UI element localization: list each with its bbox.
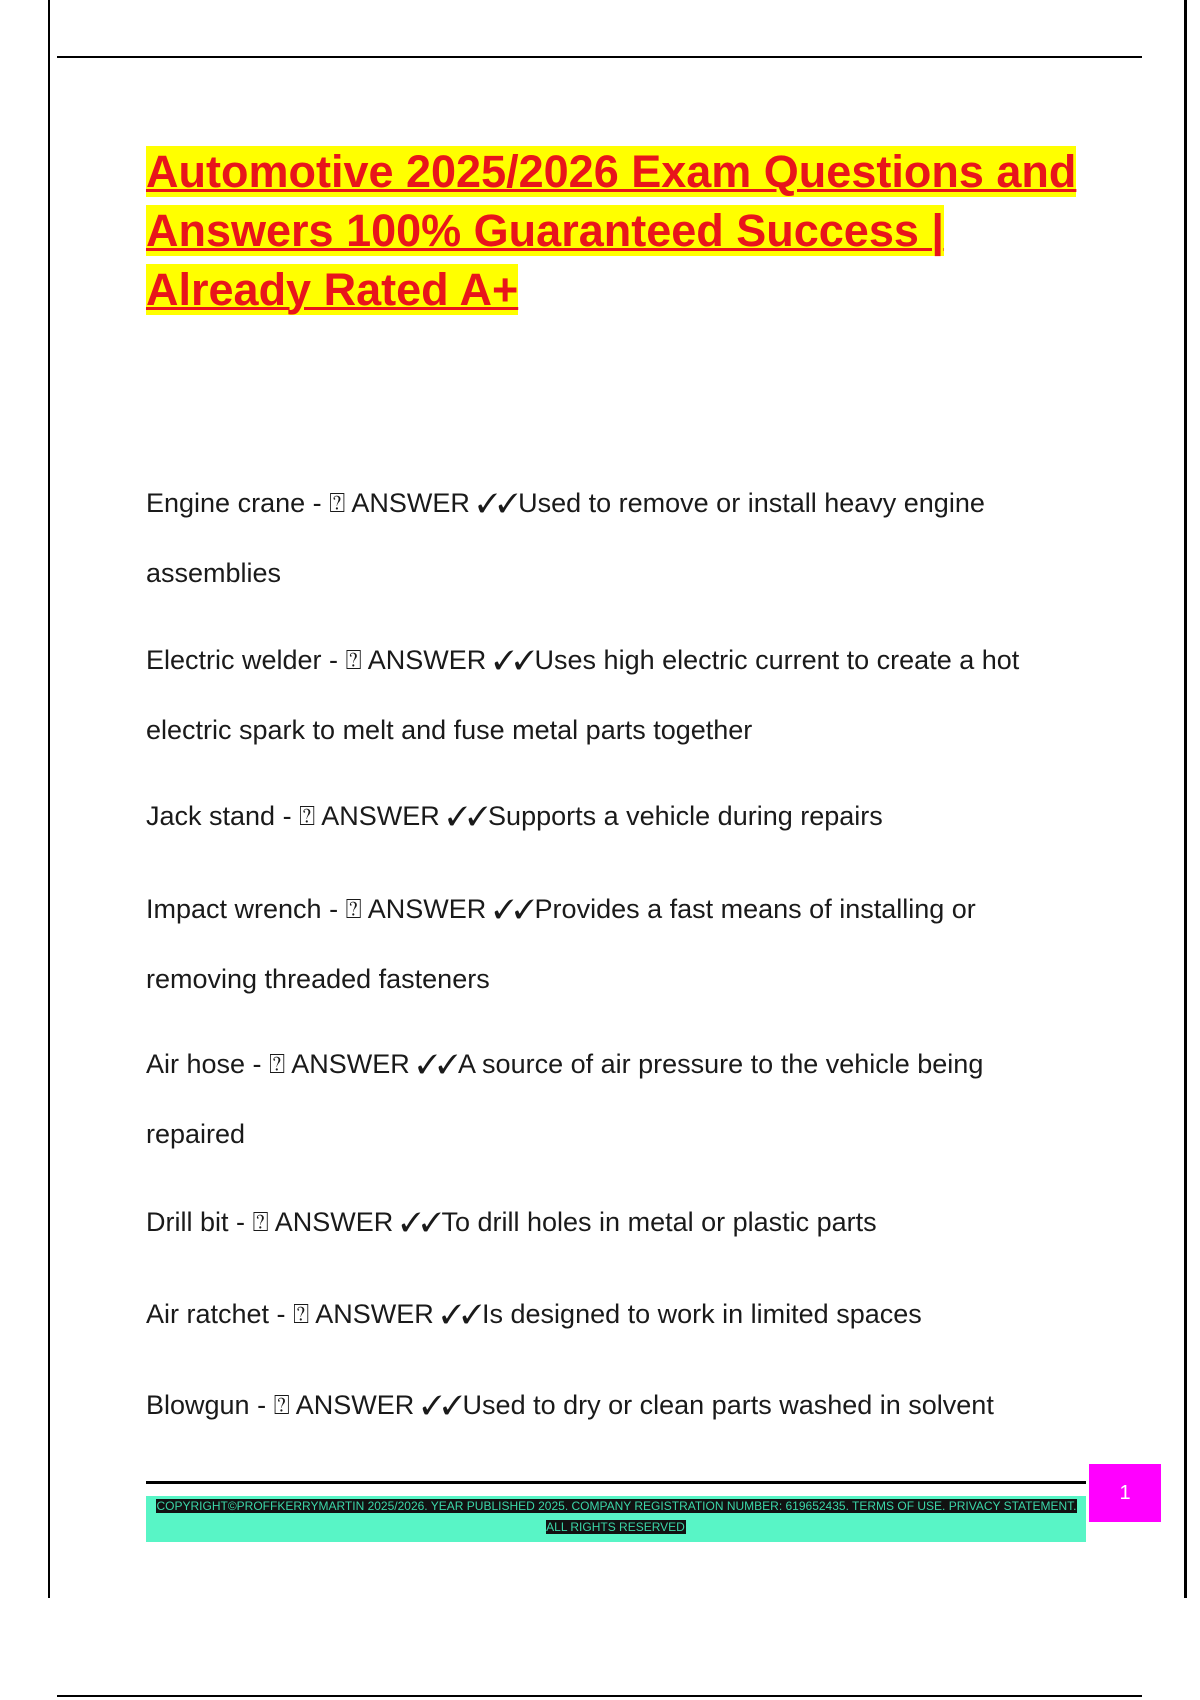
footer-rule bbox=[146, 1481, 1086, 1484]
footer-copyright-text: COPYRIGHT©PROFFKERRYMARTIN 2025/2026. YEAR PUBLISHED 2025. COMPANY REGISTRATION NUMBER: 619652435. TERMS OF USE. PRIVACY STATEMENT. ALL RIGHTS RESERVED bbox=[156, 1499, 1077, 1534]
qa-item-air-ratchet: Air ratchet - ⍰ ANSWER ✓✓Is designed to work in limited spaces bbox=[146, 1299, 922, 1329]
top-rule bbox=[57, 56, 1142, 58]
footer-copyright-band bbox=[146, 1496, 1086, 1542]
document-title bbox=[146, 142, 1106, 319]
qa-item-electric-welder: Electric welder - ⍰ ANSWER ✓✓Uses high electric current to create a hot electric spark to melt and fuse metal parts together bbox=[146, 645, 1020, 745]
page-border-left bbox=[48, 0, 50, 1598]
document-title-text: Automotive 2025/2026 Exam Questions and Answers 100% Guaranteed Success | Already Rated A+ bbox=[146, 146, 1077, 315]
qa-item-jack-stand: Jack stand - ⍰ ANSWER ✓✓Supports a vehicle during repairs bbox=[146, 801, 883, 831]
page-border-right bbox=[1184, 0, 1187, 1598]
qa-item-impact-wrench: Impact wrench - ⍰ ANSWER ✓✓Provides a fast means of installing or removing threaded fasteners bbox=[146, 894, 976, 994]
qa-item-air-hose: Air hose - ⍰ ANSWER ✓✓A source of air pressure to the vehicle being repaired bbox=[146, 1049, 984, 1149]
bottom-rule bbox=[57, 1695, 1142, 1697]
qa-item-engine-crane: Engine crane - ⍰ ANSWER ✓✓Used to remove or install heavy engine assemblies bbox=[146, 488, 985, 588]
qa-item-drill-bit: Drill bit - ⍰ ANSWER ✓✓To drill holes in metal or plastic parts bbox=[146, 1207, 877, 1237]
qa-item-blowgun: Blowgun - ⍰ ANSWER ✓✓Used to dry or clean parts washed in solvent bbox=[146, 1390, 994, 1420]
page-number-badge: 1 bbox=[1089, 1464, 1161, 1522]
